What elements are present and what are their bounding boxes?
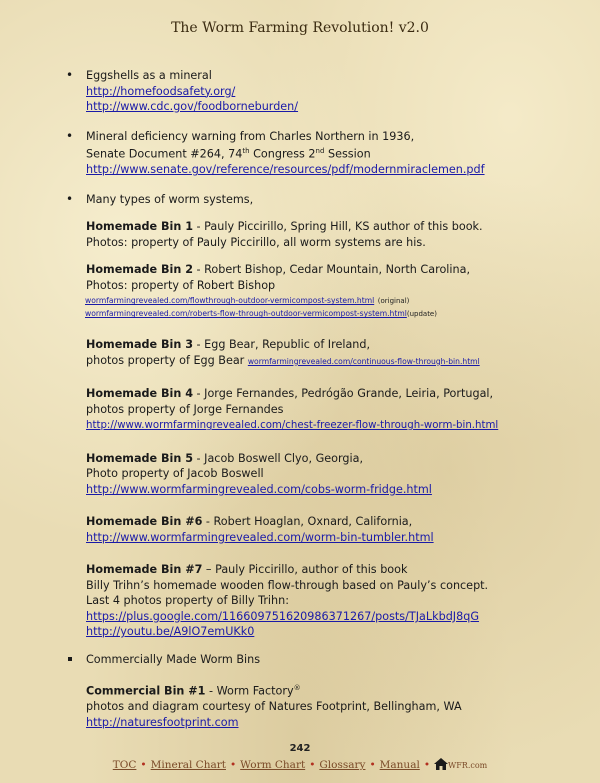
bin-6: Homemade Bin #6 - Robert Hoaglan, Oxnard, California, http://www.wormfarmingrevealed.com/worm-bin-tumbler.html [86,515,434,544]
list-item-eggshells [66,68,586,115]
bin-5: Homemade Bin 5 - Jacob Boswell Clyo, Georgia, Photo property of Jacob Boswell http://www.wormfarmingrevealed.com/cobs-worm-fridge.html [86,451,432,496]
bin6-link[interactable]: http://www.wormfarmingrevealed.com/worm-bin-tumbler.html [86,530,434,544]
bin2-original-link[interactable]: wormfarmingrevealed.com/flowthrough-outdoor-vermicompost-system.html [85,296,375,306]
footer-nav [0,758,600,771]
youtube-link[interactable]: http://youtu.be/A9lO7emUKk0 [86,625,255,639]
bin3-link[interactable]: wormfarmingrevealed.com/continuous-flow-through-bin.html [247,356,480,366]
bin-4: Homemade Bin 4 - Jorge Fernandes, Pedrógão Grande, Leiria, Portugal, photos property of Jorge Fernandes http://www.wormfarmingrevealed.com/chest-freezer-flow-through-worm-bin.html [86,387,499,432]
bin2-update-link[interactable]: wormfarmingrevealed.com/roberts-flow-through-outdoor-vermicompost-system.html [85,309,407,319]
home-icon [434,758,448,770]
separator: • [369,759,376,771]
item-text: Commercially Made Worm Bins [86,652,261,666]
bin-7: Homemade Bin #7 – Pauly Piccirillo, author of this book Billy Trihn’s homemade wooden flow-through based on Pauly’s concept. Last 4 photos property of Billy Trihn: https://plus.google.com/116609751620986371267/posts/TJaLkbdJ8qG http://youtu.be/A9lO7emUKk0 [86,563,489,639]
item-text-line2: Senate Document #264, 74th Congress 2nd Session [86,147,371,161]
bullet: • [66,68,74,82]
bullet: • [66,191,74,206]
bin-2: Homemade Bin 2 - Robert Bishop, Cedar Mountain, North Carolina, Photos: property of Robert Bishop wormfarmingrevealed.com/flowthrough-outdoor-vermicompost-system.html (original) wormfarmingrevealed.com/roberts-flow-through-outdoor-vermicompost-system.html(update) [85,263,471,319]
bullet: • [66,128,74,143]
list-item-mineral-deficiency [66,129,586,178]
list-item-worm-systems [66,192,586,640]
separator: • [309,759,316,771]
bin-1: Homemade Bin 1 - Pauly Piccirillo, Spring Hill, KS author of this book. Photos: property of Pauly Piccirillo, all worm systems are his. [86,220,483,249]
google-plus-link[interactable]: https://plus.google.com/116609751620986371267/posts/TJaLkbdJ8qG [86,609,479,623]
naturesfootprint-link[interactable]: http://naturesfootprint.com [86,715,239,729]
home-link[interactable]: WFR.com [434,759,487,771]
bin5-link[interactable]: http://www.wormfarmingrevealed.com/cobs-worm-fridge.html [86,482,432,496]
item-text: Mineral deficiency warning from Charles Northern in 1936, [86,129,415,143]
item-text: Many types of worm systems, [86,192,254,206]
bin4-link[interactable]: http://www.wormfarmingrevealed.com/chest-freezer-flow-through-worm-bin.html [86,420,499,432]
nav-mineral-chart[interactable]: Mineral Chart [150,759,226,771]
page-number: 242 [289,743,311,754]
nav-worm-chart[interactable]: Worm Chart [240,759,306,771]
nav-toc[interactable]: TOC [112,759,137,771]
square-bullet [68,657,72,661]
separator: • [229,759,237,771]
item-text: Eggshells as a mineral [86,69,212,82]
homefoodsafety-link[interactable]: http://homefoodsafety.org/ [86,84,236,98]
page-content [66,68,586,744]
cdc-link[interactable]: http://www.cdc.gov/foodborneburden/ [86,100,299,113]
nav-manual[interactable]: Manual [379,759,420,771]
senate-link[interactable]: http://www.senate.gov/reference/resources/pdf/modernmiraclemen.pdf [86,163,485,177]
separator: • [423,759,431,771]
page-title: The Worm Farming Revolution! v2.0 [171,20,429,36]
list-item-commercial: Commercially Made Worm Bins Commercial Bin #1 - Worm Factory® photos and diagram courtesy of Natures Footprint, Bellingham, WA http://naturesfootprint.com [66,652,586,731]
bin-3: Homemade Bin 3 - Egg Bear, Republic of Ireland, photos property of Egg Bear wormfarmingrevealed.com/continuous-flow-through-bin.html [86,338,480,367]
separator: • [140,759,147,771]
nav-glossary[interactable]: Glossary [319,759,366,771]
